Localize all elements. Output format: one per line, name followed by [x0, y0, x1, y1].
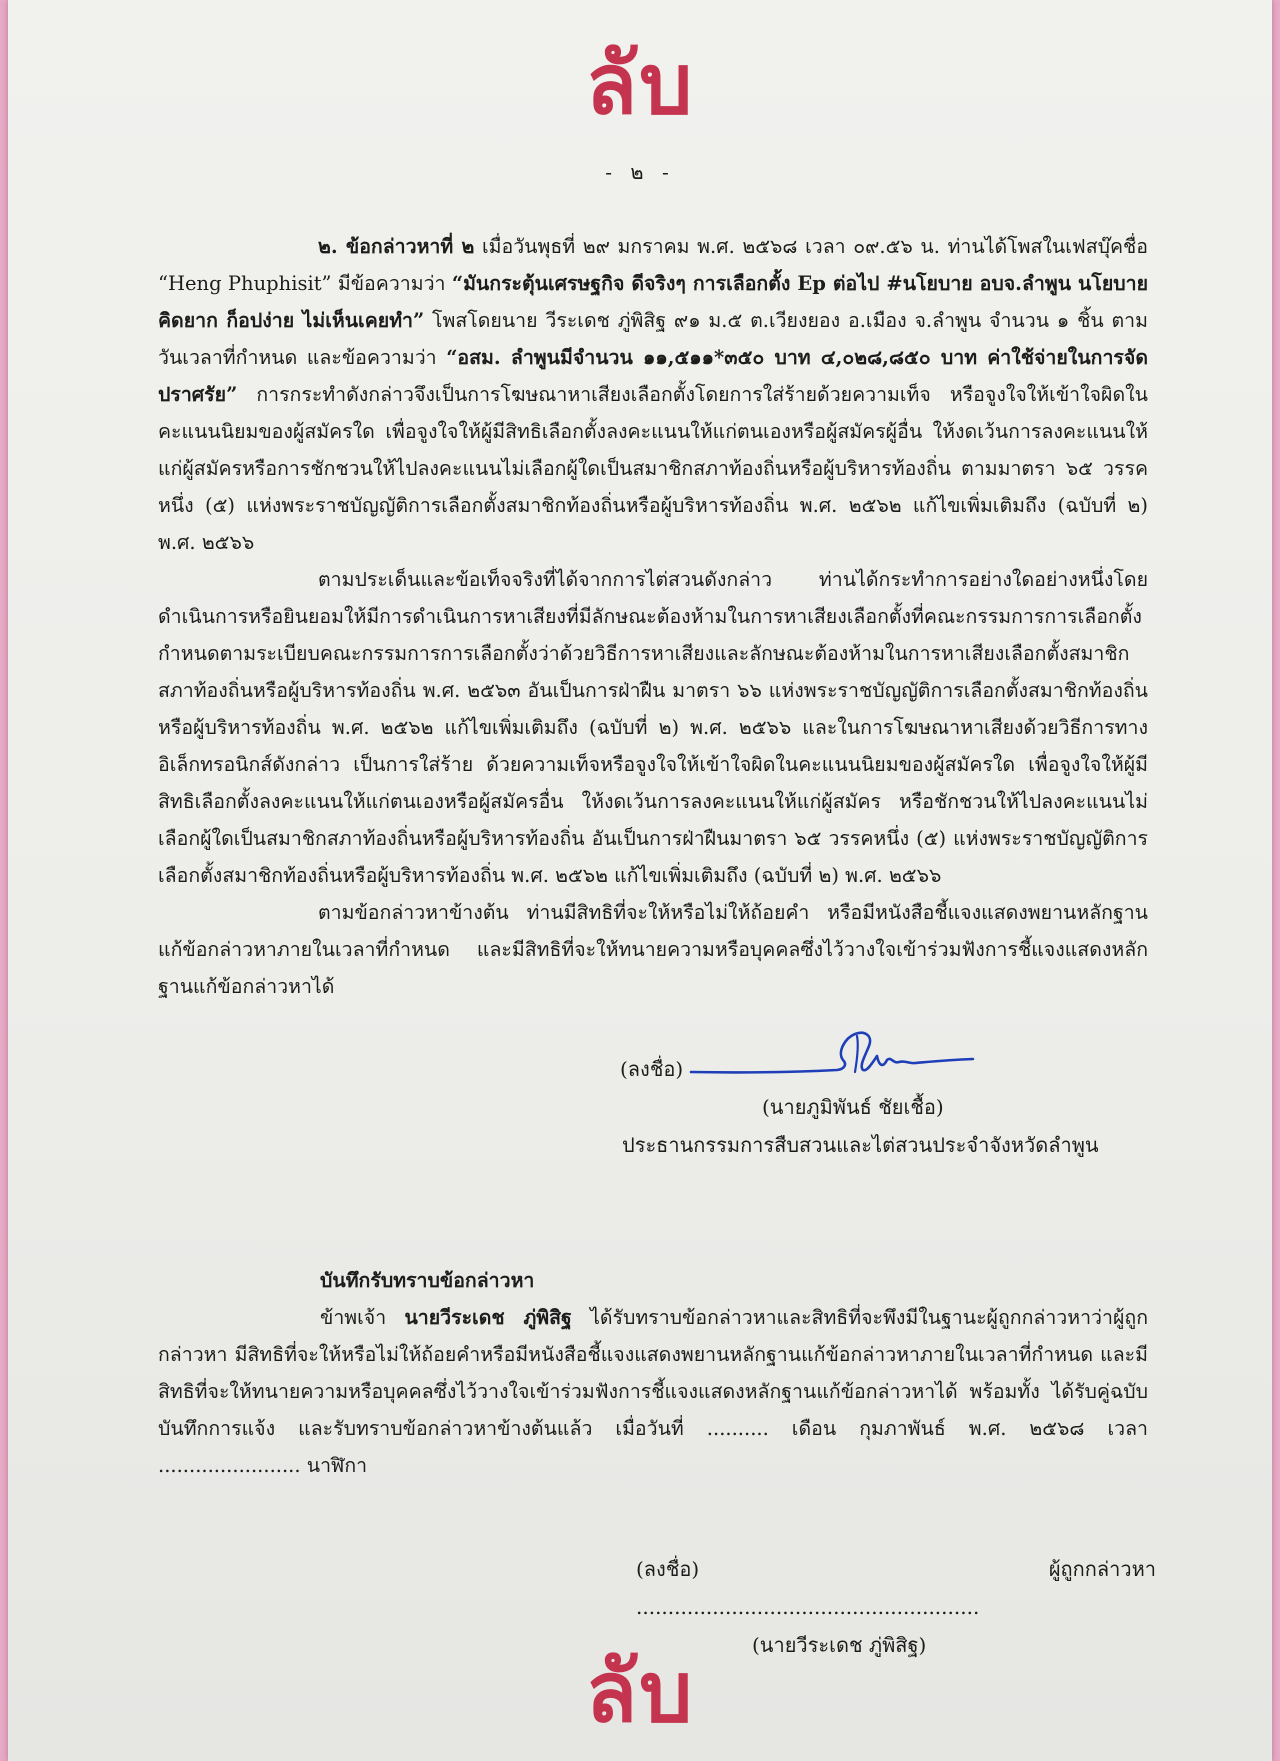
acknowledgement-heading: บันทึกรับทราบข้อกล่าวหา [320, 1269, 535, 1292]
acknowledgement-lead: ข้าพเจ้า [320, 1306, 405, 1329]
classification-stamp-top: ลับ [585, 35, 695, 133]
signatory-name: (นายภูมิพันธ์ ชัยเชื้อ) [762, 1095, 944, 1119]
acknowledgement-section [158, 1262, 1148, 1484]
acknowledgement-body: ได้รับทราบข้อกล่าวหาและสิทธิที่จะพึงมีในฐานะผู้ถูกกล่าวหาว่าผู้ถูกกล่าวหา มีสิทธิที่จะให้หรือไม่ให้ถ้อยคำหรือมีหนังสือชี้แจงแสดงพยานหลักฐานแก้ข้อกล่าวหาภายในเวลาที่กำหนด และมีสิทธิที่จะให้ทนายความหรือบุคคลซึ่งไว้วางใจเข้าร่วมฟังการชี้แจงแสดงหลักฐานแก้ข้อกล่าวหาได้ พร้อมทั้ง ได้รับคู่ฉบับบันทึกการแจ้ง และรับทราบข้อกล่าวหาข้างต้นแล้ว เมื่อวันที่ .......... เดือน กุมภาพันธ์ พ.ศ. ๒๕๖๘ เวลา ....................... นาฬิกา [158, 1306, 1148, 1477]
charge-text-1: เมื่อวันพุธที่ ๒๙ มกราคม พ.ศ. ๒๕๖๘ เวลา ๐๙.๕๖ น. ท่านได้โพสในเฟสบุ๊คชื่อ “Heng Phuphisit” มีข้อความว่า [158, 235, 1148, 295]
accused-printed-name: (นายวีระเดช ภู่พิสิฐ) [752, 1633, 927, 1657]
signature-block [608, 1050, 1128, 1164]
page-number: - ๒ - [605, 160, 675, 184]
document-body [158, 228, 1148, 1005]
quoted-post-1: “มันกระตุ้นเศรษฐกิจ ดีจริงๆ การเลือกตั้ง Ep ต่อไป #นโยบาย อบจ.ลำพูน นโยบายคิดยาก ก็อปง่าย ไม่เห็นเคยทำ” [158, 272, 1149, 332]
charge-text-3: การกระทำดังกล่าวจึงเป็นการโฆษณาหาเสียงเลือกตั้งโดยการใส่ร้ายด้วยความเท็จ หรือจูงใจให้เข้าใจผิดในคะแนนนิยมของผู้สมัครใด เพื่อจูงใจให้ผู้มีสิทธิเลือกตั้งลงคะแนนให้แก่ตนเองหรือผู้สมัครผู้อื่น ให้งดเว้นการลงคะแนนให้แก่ผู้สมัครหรือการชักชวนให้ไปลงคะแนนไม่เลือกผู้ใดเป็นสมาชิกสภาท้องถิ่นหรือผู้บริหารท้องถิ่น ตามมาตรา ๖๕ วรรคหนึ่ง (๕) แห่งพระราชบัญญัติการเลือกตั้งสมาชิกท้องถิ่นหรือผู้บริหารท้องถิ่น พ.ศ. ๒๕๖๒ แก้ไขเพิ่มเติมถึง (ฉบับที่ ๒) พ.ศ. ๒๕๖๖ [158, 383, 1148, 554]
handwritten-signature [687, 1016, 977, 1086]
acknowledgement-text [158, 1299, 1148, 1484]
accused-role: ผู้ถูกกล่าวหา [1048, 1557, 1157, 1581]
signatory-position: ประธานกรรมการสืบสวนและไต่สวนประจำจังหวัดลำพูน [622, 1133, 1099, 1157]
document-page [8, 0, 1272, 1761]
paragraph-charge-2 [158, 228, 1148, 561]
accused-signature-block [636, 1550, 1156, 1664]
quoted-post-2: “อสม. ลำพูนมีจำนวน ๑๑,๕๑๑*๓๕๐ บาท ๔,๐๒๘,๘๕๐ บาท ค่าใช้จ่ายในการจัดปราศรัย” [158, 346, 1148, 406]
accused-name: นายวีระเดช ภู่พิสิฐ [404, 1306, 572, 1329]
paragraph-findings: ตามประเด็นและข้อเท็จจริงที่ได้จากการไต่สวนดังกล่าว ท่านได้กระทำการอย่างใดอย่างหนึ่งโดยดำเนินการหรือยินยอมให้มีการดำเนินการหาเสียงที่มีลักษณะต้องห้ามในการหาเสียงเลือกตั้งที่คณะกรรมการการเลือกตั้งกำหนดตามระเบียบคณะกรรมการการเลือกตั้งว่าด้วยวิธีการหาเสียงและลักษณะต้องห้ามในการหาเสียงเลือกตั้งสมาชิกสภาท้องถิ่นหรือผู้บริหารท้องถิ่น พ.ศ. ๒๕๖๓ อันเป็นการฝ่าฝืน มาตรา ๖๖ แห่งพระราชบัญญัติการเลือกตั้งสมาชิกท้องถิ่นหรือผู้บริหารท้องถิ่น พ.ศ. ๒๕๖๒ แก้ไขเพิ่มเติมถึง (ฉบับที่ ๒) พ.ศ. ๒๕๖๖ และในการโฆษณาหาเสียงด้วยวิธีการทางอิเล็กทรอนิกส์ดังกล่าว เป็นการใส่ร้าย ด้วยความเท็จหรือจูงใจให้เข้าใจผิดในคะแนนนิยมของผู้สมัครใด เพื่อจูงใจให้ผู้มีสิทธิเลือกตั้งลงคะแนนให้แก่ตนเองหรือผู้สมัครอื่น ให้งดเว้นการลงคะแนนให้แก่ผู้สมัคร หรือชักชวนให้ไปลงคะแนนไม่เลือกผู้ใดเป็นสมาชิกสภาท้องถิ่นหรือผู้บริหารท้องถิ่น อันเป็นการฝ่าฝืนมาตรา ๖๕ วรรคหนึ่ง (๕) แห่งพระราชบัญญัติการเลือกตั้งสมาชิกท้องถิ่นหรือผู้บริหารท้องถิ่น พ.ศ. ๒๕๖๒ แก้ไขเพิ่มเติมถึง (ฉบับที่ ๒) พ.ศ. ๒๕๖๖ [158, 568, 1148, 887]
signature-label: (ลงชื่อ) [620, 1057, 684, 1081]
accused-signature-line: (ลงชื่อ) ...................................................... [636, 1557, 980, 1619]
classification-stamp-bottom: ลับ [585, 1643, 695, 1741]
charge-heading: ๒. ข้อกล่าวหาที่ ๒ [318, 235, 475, 258]
charge-text-2: โพสโดยนาย วีระเดช ภู่พิสิฐ ๙๑ ม.๕ ต.เวียงยอง อ.เมือง จ.ลำพูน จำนวน ๑ ชิ้น ตาม วันเวลาที่กำหนด และข้อความว่า [158, 309, 1148, 369]
paragraph-rights: ตามข้อกล่าวหาข้างต้น ท่านมีสิทธิที่จะให้หรือไม่ให้ถ้อยคำ หรือมีหนังสือชี้แจงแสดงพยานหลักฐานแก้ข้อกล่าวหาภายในเวลาที่กำหนด และมีสิทธิที่จะให้ทนายความหรือบุคคลซึ่งไว้วางใจเข้าร่วมฟังการชี้แจงแสดงหลักฐานแก้ข้อกล่าวหาได้ [158, 901, 1148, 998]
